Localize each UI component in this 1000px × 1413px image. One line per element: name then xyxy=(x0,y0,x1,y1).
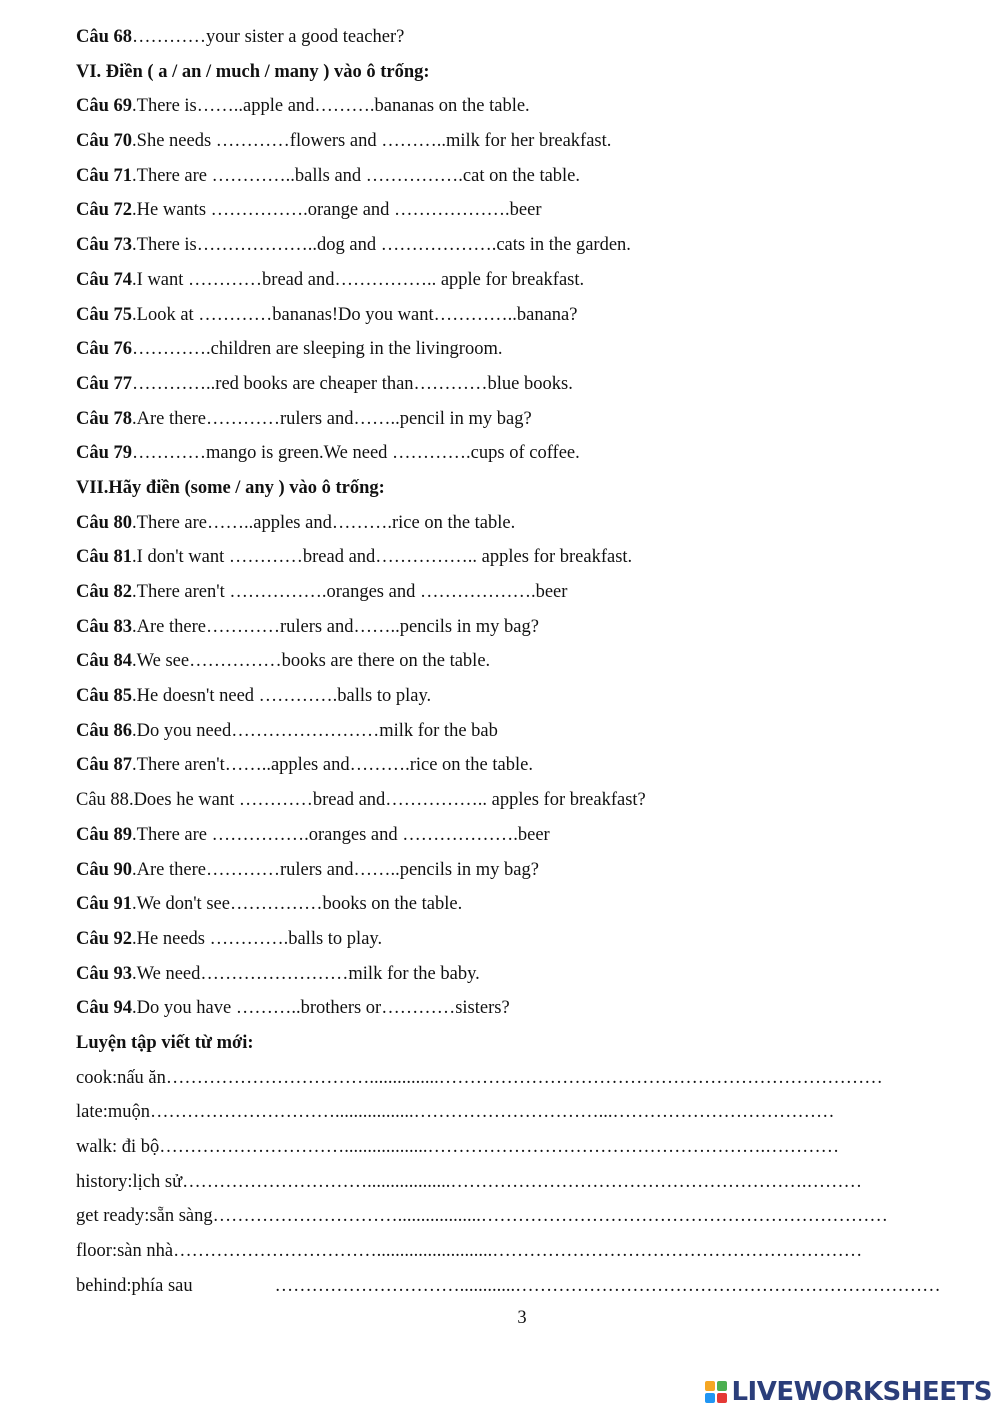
question-row xyxy=(76,20,966,55)
question-row xyxy=(76,506,966,541)
question-row xyxy=(76,922,966,957)
question-label: Câu 70 xyxy=(76,131,133,152)
question-text: .Look at …………bananas!Do you want…………..banana? xyxy=(132,304,578,325)
question-text: .He wants …………….orange and ……………….beer xyxy=(132,200,542,221)
vocab-row xyxy=(76,1130,966,1165)
vocab-writing-line[interactable]: …………………………..................……………………………………………….………… xyxy=(159,1137,840,1157)
question-label: Câu 72 xyxy=(76,200,133,221)
question-row xyxy=(76,748,966,783)
question-row xyxy=(76,887,966,922)
question-text: …………..red books are cheaper than…………blue books. xyxy=(132,373,573,394)
question-label: Câu 89 xyxy=(76,824,133,845)
liveworksheets-logo xyxy=(705,1377,992,1407)
question-text: …………mango is green.We need ………….cups of coffee. xyxy=(132,443,580,464)
question-row xyxy=(76,783,966,818)
question-text: .There are …………….oranges and ……………….beer xyxy=(132,824,550,845)
question-label: Câu 74 xyxy=(76,269,133,290)
question-label: Câu 93 xyxy=(76,963,133,984)
question-row xyxy=(76,367,966,402)
question-row xyxy=(76,818,966,853)
question-row xyxy=(76,540,966,575)
question-label: Câu 86 xyxy=(76,720,133,741)
question-label: Câu 68 xyxy=(76,27,133,47)
question-row xyxy=(76,957,966,992)
vocab-term: behind:phía sau xyxy=(76,1275,193,1296)
page-number: 3 xyxy=(517,1308,527,1328)
question-label: Câu 81 xyxy=(76,547,133,568)
question-text: .Does he want …………bread and…………….. apples for breakfast? xyxy=(128,790,646,811)
worksheet-page xyxy=(76,20,966,1303)
question-row xyxy=(76,402,966,437)
question-row xyxy=(76,263,966,298)
question-text: .She needs …………flowers and ………..milk for her breakfast. xyxy=(132,131,612,152)
question-row xyxy=(76,332,966,367)
question-row xyxy=(76,298,966,333)
logo-text: LIVEWORKSHEETS xyxy=(731,1377,992,1407)
vocab-writing-line[interactable]: …………………………............…………………………………………………………… xyxy=(274,1275,941,1296)
question-label: Câu 78 xyxy=(76,408,133,429)
question-label: Câu 73 xyxy=(76,235,133,256)
question-text: .Are there…………rulers and……..pencils in my bag? xyxy=(132,616,539,637)
question-label: Câu 77 xyxy=(76,373,133,394)
question-label: Câu 71 xyxy=(76,165,133,186)
question-text: …………your sister a good teacher? xyxy=(132,27,405,47)
question-row xyxy=(76,89,966,124)
question-text: .Do you have ………..brothers or…………sisters? xyxy=(132,998,510,1019)
question-text: .He needs ………….balls to play. xyxy=(132,928,383,949)
vocab-term: walk: đi bộ xyxy=(76,1137,160,1157)
question-text: .I want …………bread and…………….. apple for breakfast. xyxy=(132,269,585,290)
question-label: Câu 69 xyxy=(76,96,133,117)
question-text: .There are …………..balls and …………….cat on the table. xyxy=(132,165,581,186)
section7-questions xyxy=(76,506,966,1026)
question-text: .There are……..apples and……….rice on the table. xyxy=(132,512,516,533)
vocab-term: cook:nấu ăn xyxy=(76,1067,166,1088)
question-label: Câu 88 xyxy=(76,790,129,811)
section-heading: VII.Hãy điền (some / any ) vào ô trống: xyxy=(76,477,385,498)
vocab-row xyxy=(76,1165,966,1200)
vocab-term: get ready:sẵn sàng xyxy=(76,1206,213,1227)
question-text: .We see……………books are there on the table. xyxy=(132,651,491,672)
vocab-writing-line[interactable]: …………………………….........................…………………………………………………… xyxy=(173,1241,863,1262)
section-heading: VI. Điền ( a / an / much / many ) vào ô trống: xyxy=(76,61,430,82)
vocab-heading: Luyện tập viết từ mới: xyxy=(76,1032,254,1053)
question-row xyxy=(76,436,966,471)
vocab-row xyxy=(76,1199,966,1234)
question-row xyxy=(76,124,966,159)
question-label: Câu 76 xyxy=(76,339,133,360)
question-label: Câu 80 xyxy=(76,512,133,533)
vocab-row xyxy=(76,1095,966,1130)
vocab-writing-line[interactable]: …………………………..................………………………………………………….……… xyxy=(182,1171,862,1192)
question-text: .We need……………………milk for the baby. xyxy=(132,963,480,984)
question-label: Câu 75 xyxy=(76,304,133,325)
question-text: ………….children are sleeping in the livingroom. xyxy=(132,339,503,360)
question-text: .I don't want …………bread and…………….. apples for breakfast. xyxy=(132,547,633,568)
question-label: Câu 92 xyxy=(76,928,133,949)
question-row xyxy=(76,991,966,1026)
question-row xyxy=(76,159,966,194)
question-text: .There aren't……..apples and……….rice on the table. xyxy=(132,755,533,776)
question-text: .There is………………..dog and ……………….cats in the garden. xyxy=(132,235,631,256)
question-label: Câu 90 xyxy=(76,859,133,880)
question-row xyxy=(76,193,966,228)
question-label: Câu 84 xyxy=(76,651,133,672)
question-label: Câu 94 xyxy=(76,998,133,1019)
question-text: .Are there…………rulers and……..pencils in my bag? xyxy=(132,859,539,880)
vocab-row xyxy=(76,1234,966,1269)
question-text: .He doesn't need ………….balls to play. xyxy=(132,686,432,707)
vocab-list xyxy=(76,1061,966,1304)
logo-mark-icon xyxy=(705,1381,727,1403)
vocab-writing-line[interactable]: …………………………..................………………………………………………………… xyxy=(212,1206,888,1227)
question-text: .Are there…………rulers and……..pencil in my bag? xyxy=(132,408,532,429)
question-label: Câu 79 xyxy=(76,443,133,464)
question-row xyxy=(76,644,966,679)
vocab-term: late:muộn xyxy=(76,1102,150,1123)
vocab-term: history:lịch sử xyxy=(76,1171,183,1192)
question-label: Câu 85 xyxy=(76,686,133,707)
question-row xyxy=(76,853,966,888)
question-row xyxy=(76,575,966,610)
question-text: .Do you need……………………milk for the bab xyxy=(132,720,498,741)
vocab-writing-line[interactable]: ……………………………...............……………………………………………………………… xyxy=(165,1067,883,1088)
vocab-row xyxy=(76,1269,966,1304)
question-text: .We don't see……………books on the table. xyxy=(132,894,463,915)
question-row xyxy=(76,714,966,749)
question-label: Câu 83 xyxy=(76,616,133,637)
section6-questions xyxy=(76,89,966,471)
question-label: Câu 87 xyxy=(76,755,133,776)
question-row xyxy=(76,679,966,714)
question-label: Câu 82 xyxy=(76,582,133,602)
vocab-writing-line[interactable]: ………………………….................…………………………...……………………………… xyxy=(149,1102,835,1123)
question-text: .There is……..apple and……….bananas on the table. xyxy=(132,96,530,117)
question-row xyxy=(76,610,966,645)
question-text: .There aren't …………….oranges and ……………….beer xyxy=(132,582,568,602)
question-label: Câu 91 xyxy=(76,894,133,915)
question-row xyxy=(76,228,966,263)
vocab-row xyxy=(76,1061,966,1096)
vocab-term: floor:sàn nhà xyxy=(76,1241,174,1262)
